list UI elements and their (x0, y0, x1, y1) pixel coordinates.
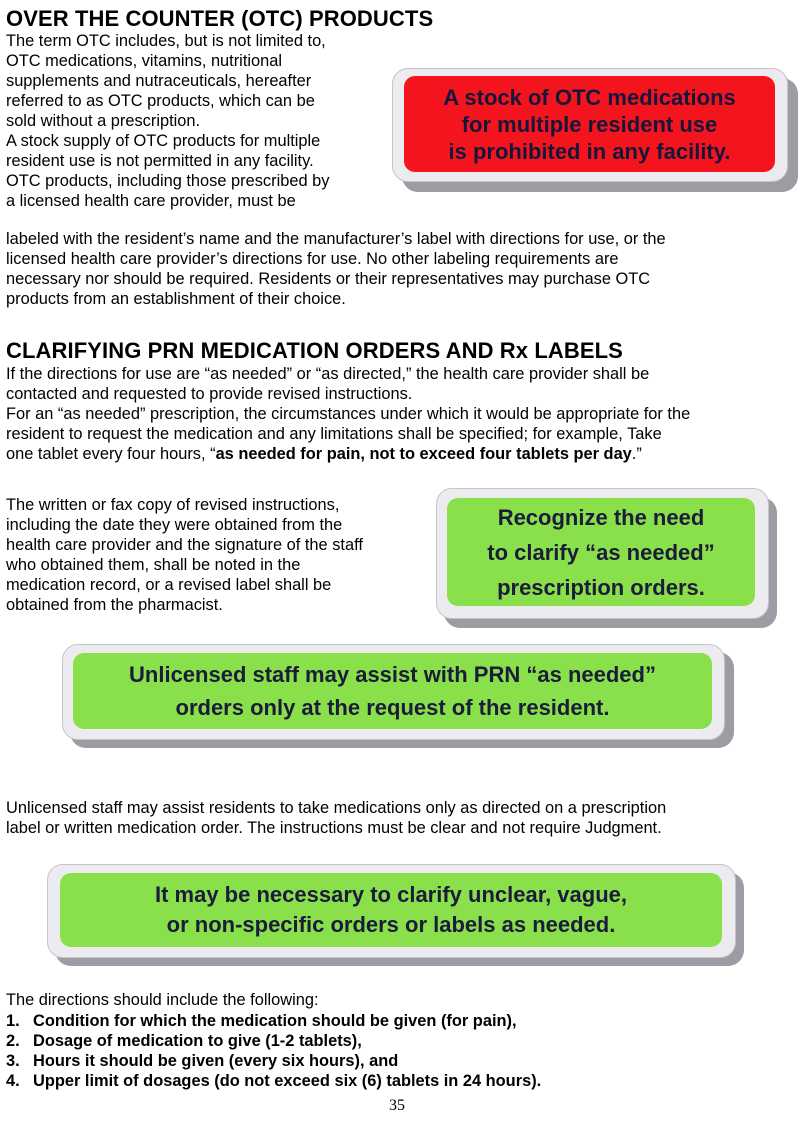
example-suffix: .” (631, 445, 642, 463)
text-line: resident to request the medication and any limitations shall be specified; for example, Take (6, 425, 662, 443)
callout-line: prescription orders. (497, 574, 705, 600)
text-line: a licensed health care provider, must be (6, 192, 296, 210)
list-item (6, 1031, 796, 1051)
list-item (6, 1011, 796, 1031)
text-line: supplements and nutraceuticals, hereafter (6, 72, 312, 90)
otc-wide-paragraph (6, 229, 796, 309)
text-line: products from an establishment of their choice. (6, 290, 346, 308)
text-line: licensed health care provider’s directions for use. No other labeling requirements are (6, 250, 619, 268)
list-text: Hours it should be given (every six hours), and (33, 1052, 399, 1070)
text-line: referred to as OTC products, which can be (6, 92, 315, 110)
text-line: For an “as needed” prescription, the circumstances under which it would be appropriate for the (6, 405, 691, 423)
list-text: Dosage of medication to give (1-2 tablets), (33, 1032, 362, 1050)
text-line: If the directions for use are “as needed” or “as directed,” the health care provider shall be (6, 365, 650, 383)
clarify-orders-callout (47, 864, 744, 966)
revised-instructions-paragraph (6, 495, 426, 615)
directions-intro: The directions should include the following: (6, 991, 319, 1009)
prn-heading: CLARIFYING PRN MEDICATION ORDERS AND Rx LABELS (6, 338, 623, 363)
callout-line: to clarify “as needed” (487, 539, 715, 565)
text-line: label or written medication order. The instructions must be clear and not require Judgment. (6, 819, 662, 837)
example-prefix: one tablet every four hours, “ (6, 445, 216, 463)
text-line: sold without a prescription. (6, 112, 201, 130)
text-line: obtained from the pharmacist. (6, 596, 223, 614)
text-line: Unlicensed staff may assist residents to take medications only as directed on a prescription (6, 799, 667, 817)
callout-line: for multiple resident use (461, 111, 718, 137)
example-bold: as needed for pain, not to exceed four tablets per day (215, 445, 632, 463)
text-line: health care provider and the signature of the staff (6, 536, 363, 554)
example-line (6, 444, 796, 464)
otc-heading: OVER THE COUNTER (OTC) PRODUCTS (6, 6, 434, 31)
text-line: labeled with the resident’s name and the manufacturer’s label with directions for use, or the (6, 230, 666, 248)
text-line: The term OTC includes, but is not limited to, (6, 32, 326, 50)
list-item (6, 1051, 796, 1071)
page-number: 35 (389, 1097, 405, 1114)
list-item (6, 1071, 796, 1091)
list-number: 2. (6, 1032, 20, 1050)
callout-line: Unlicensed staff may assist with PRN “as needed” (129, 662, 656, 687)
callout-line: or non-specific orders or labels as needed. (166, 912, 616, 937)
assist-paragraph (6, 798, 796, 838)
text-line: OTC medications, vitamins, nutritional (6, 52, 283, 70)
list-number: 4. (6, 1072, 20, 1090)
list-text: Condition for which the medication should be given (for pain), (33, 1012, 517, 1030)
text-line: The written or fax copy of revised instructions, (6, 496, 340, 514)
list-text: Upper limit of dosages (do not exceed six (6) tablets in 24 hours). (33, 1072, 542, 1090)
callout-line: orders only at the request of the resident. (175, 695, 610, 720)
text-line: including the date they were obtained from the (6, 516, 343, 534)
callout-line: It may be necessary to clarify unclear, vague, (154, 882, 627, 907)
list-number: 3. (6, 1052, 20, 1070)
list-number: 1. (6, 1012, 20, 1030)
text-line: necessary nor should be required. Residents or their representatives may purchase OTC (6, 270, 651, 288)
callout-line: Recognize the need (497, 504, 705, 530)
text-line: OTC products, including those prescribed by (6, 172, 330, 190)
text-line: medication record, or a revised label shall be (6, 576, 332, 594)
text-line: who obtained them, shall be noted in the (6, 556, 301, 574)
recognize-need-callout (436, 488, 777, 628)
directions-list (6, 1011, 796, 1091)
prn-paragraph (6, 364, 796, 464)
otc-narrow-paragraph (6, 31, 386, 211)
text-line: resident use is not permitted in any facility. (6, 152, 314, 170)
text-line: A stock supply of OTC products for multiple (6, 132, 321, 150)
text-line: contacted and requested to provide revised instructions. (6, 385, 413, 403)
callout-line: A stock of OTC medications (443, 84, 736, 110)
unlicensed-staff-callout (62, 644, 734, 748)
callout-line: is prohibited in any facility. (448, 138, 731, 164)
otc-prohibited-callout (392, 68, 798, 192)
